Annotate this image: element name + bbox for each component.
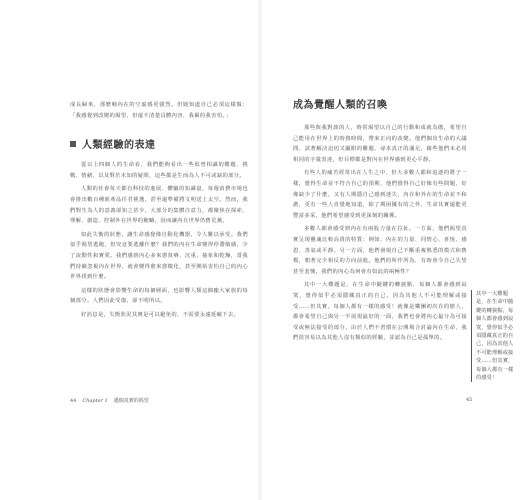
left-section-title: 人類經驗的表達 — [82, 140, 156, 152]
body-paragraph: 這樣的狀態會影響生命的每個層面，也影響人類這個龐大家族的每個部分。人們因此受傷，卻不明所以。 — [70, 287, 248, 305]
body-paragraph: 那些與我對談的人，時常渴望以自己的行動和成就為傲，希望自己能用在世界上的時資時間，帶來正向的改變。他們個出生命的大議問，試著解決迫切又顯眼的難題，尋求真正的滿足，藉些他們未必用相同的字彙表達，但目標都是對內在世界感到更心平靜。 — [293, 125, 467, 163]
intro-paragraph: 成長歸來，那麼喃內在的空虛感更強烈。但她知道自己必須這樣做：「我感覺到改變的渴望，但還不清楚具體內容，我累的我害怕。」 — [70, 102, 248, 119]
body-paragraph: 其中一大難題是，在生命中隨鍵的轉捩點，每個人都會感到寂寞，覺得似乎必須隱藏真正的自己，因為其他人不可能理解或接受……但其實，每個人都有一樣的感受！就像是樂團初次在的戀人，都會希望自己與另一半展現最好的一面，我們也會將內心最分為可接受或無法接受的部分，由於人們不習慣在公開場合討論內在生命，我們很容易以為其他人沒有類似的經驗，並認為自己是孤單的。 — [293, 282, 467, 342]
left-page-footer — [70, 397, 149, 404]
body-paragraph: 如此失衡的狀態，讓生命感覺像自動化機器，令人難以承受。我們似乎渴望逃跑，但究竟要逃離什麼？我們的內在生命變得停滯敏感，少了流動性和實愛。我們感到內心多來愈貧瘠、沉重、抽象和乾燥，當我們持續忽視內在世界，就會變得愈來愈微化，甚至開始害怕自己的內心世界找到什麼。 — [70, 231, 248, 281]
square-bullet-icon — [70, 141, 76, 147]
pull-quote-callout — [471, 290, 518, 382]
right-page-footer — [466, 397, 472, 403]
chapter-title: 邁個真實的渴望 — [113, 398, 149, 404]
right-section-title: 成為覺醒人類的召喚 — [293, 100, 388, 111]
left-section-heading — [70, 136, 248, 151]
pull-quote-text: 其中一大難題是，在生命中隨鍵的轉捩點，每個人都會感到寂寞，覺得似乎必須隱藏真正的自己，因為其他人不可能理解或接受……但其實，每個人都有一樣的感受！ — [476, 291, 514, 382]
body-paragraph: 多數人都會感受到內在有兩股力量在拉扯。一方面，他們渴望真實呈現靈魂比較高貴的特質：例如，內在的力量、同情心、喜悅、感恩、善氣或平靜。另一方面，他們發現自己不斷重複熟悉的模式和舊模，朝著完全相反的方向前進。他們的所作所為，有時會令自己失望甚至羞愧，我們的內心為何會有如此的兩極性？ — [293, 226, 467, 275]
body-paragraph: 有些人的痛苦經常出在人生之中，但大多數人都和追逐的將子一樣，覺得生命並不符合自己的預期，他們覺得自己好像有些問題，好像缺少了什麼，又有人期隱自己感到迷失，內在和外在的生命並不和諧，更有一些人直覺地知道，除了期困擾有的之外，生命其實還能更豐富多采，他們希望感受到更深刻的關係。 — [293, 170, 467, 219]
left-page-text-column — [70, 100, 248, 321]
body-paragraph: 好消息是，失衡狀況其實是可以避免的，不需要永遠延續下去。 — [81, 311, 240, 318]
left-page-number: 44 — [70, 397, 77, 404]
body-paragraph: 人類的社會每天都有科技的進展、體驗的知識量，每週消費市場也會推出數百種新產品任君挑選，甚至還準備將文明送上太空。然而，我們對生為人的意義卻知之甚少，大部分的集體注意力，都聚焦在探索、理解、創造、控制外在世界的範疇，因而讓內在世界仍舊荒蕪。 — [70, 186, 248, 225]
right-page-number: 45 — [466, 397, 473, 403]
page-gutter — [257, 0, 263, 500]
left-intro — [70, 100, 248, 121]
chapter-label: Chapter 1 — [82, 397, 108, 404]
body-paragraph: 從以上四個人的生命看，我們能夠看出一些似曾相識的難題、挑戰、情緒，以及對於未知的疑問，這些都是生而為人不可或缺的部分。 — [70, 162, 248, 179]
right-page-text-column — [293, 96, 467, 344]
